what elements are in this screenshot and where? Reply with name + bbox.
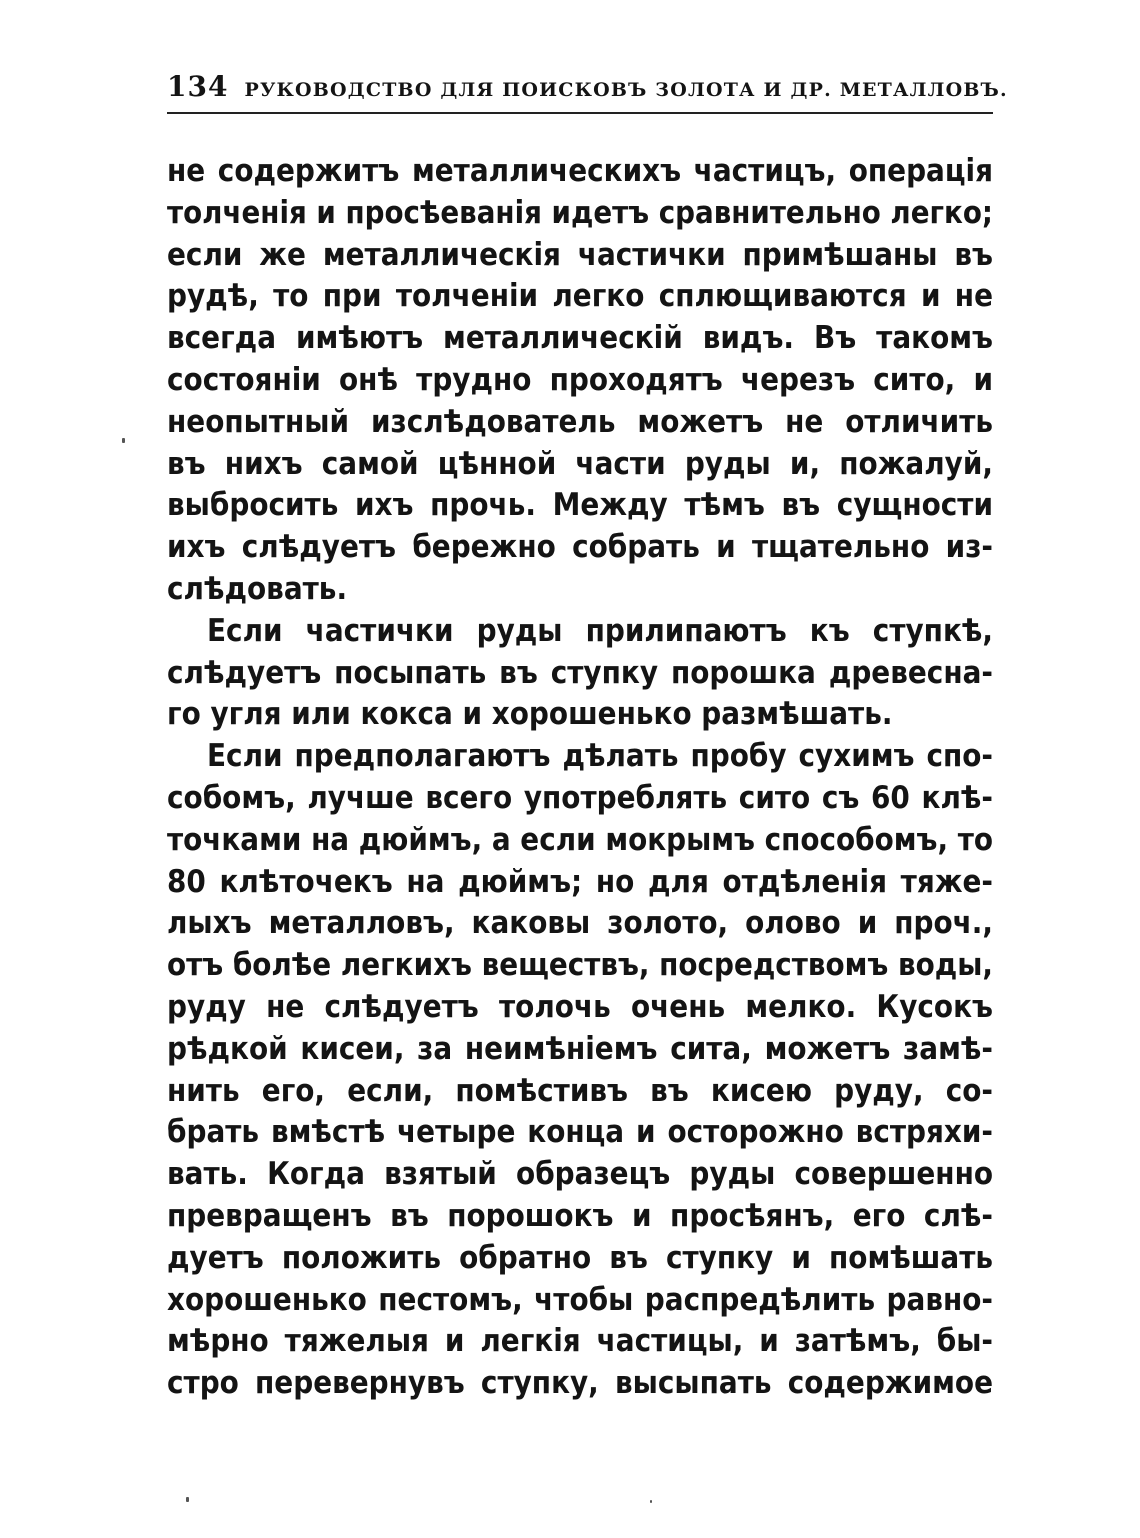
text-line: стро перевернувъ ступку, высыпать содержимое <box>167 1365 993 1402</box>
text-line: нить его, если, помѣстивъ въ кисею руду, со- <box>167 1072 993 1109</box>
print-speck <box>186 1497 189 1502</box>
text-line: лыхъ металловъ, каковы золото, олово и проч., <box>167 905 993 942</box>
print-speck <box>122 438 125 443</box>
text-line: отъ болѣе легкихъ веществъ, посредствомъ воды, <box>167 947 993 984</box>
text-line: точками на дюймъ, а если мокрымъ способомъ, то <box>167 821 994 858</box>
text-line: руду не слѣдуетъ толочь очень мелко. Кусокъ <box>167 988 993 1025</box>
paragraph-start-line: Если предполагаютъ дѣлать пробу сухимъ спо- <box>207 738 993 775</box>
text-line: 80 клѣточекъ на дюймъ; но для отдѣленія тяже- <box>167 863 993 900</box>
text-line: неопытный изслѣдователь можетъ не отличить <box>167 403 993 440</box>
text-line: вать. Когда взятый образецъ руды совершенно <box>167 1156 993 1193</box>
text-line: не содержитъ металлическихъ частицъ, операція <box>167 153 993 189</box>
text-line: мѣрно тяжелыя и легкія частицы, и затѣмъ, бы- <box>167 1323 993 1360</box>
text-line: брать вмѣстѣ четыре конца и осторожно встряхи- <box>167 1114 993 1151</box>
text-line: всегда имѣютъ металлическій видъ. Въ такомъ <box>167 320 993 357</box>
page-number: 134 <box>167 70 229 103</box>
text-line: толченія и просѣеванія идетъ сравнительно легко; <box>167 194 994 231</box>
text-line: дуетъ положить обратно въ ступку и помѣшать <box>167 1239 993 1276</box>
running-title: РУКОВОДСТВО ДЛЯ ПОИСКОВЪ ЗОЛОТА И ДР. МЕТАЛЛОВЪ. <box>244 79 1008 101</box>
text-line: го угля или кокса и хорошенько размѣшать. <box>167 696 893 733</box>
text-line: ихъ слѣдуетъ бережно собрать и тщательно из- <box>167 529 993 566</box>
text-line: рѣдкой кисеи, за неимѣніемъ сита, можетъ замѣ- <box>167 1030 993 1067</box>
text-line: выбросить ихъ прочь. Между тѣмъ въ сущности <box>167 487 993 524</box>
text-line: слѣдуетъ посыпать въ ступку порошка древесна- <box>167 654 993 691</box>
header-rule <box>167 112 993 114</box>
text-line: превращенъ въ порошокъ и просѣянъ, его слѣ- <box>167 1197 993 1234</box>
body-text <box>167 151 993 1405</box>
print-speck <box>650 1500 652 1503</box>
running-head <box>167 70 1008 110</box>
text-line: рудѣ, то при толченіи легко сплющиваются и не <box>167 278 993 315</box>
text-line: слѣдовать. <box>167 570 348 607</box>
text-line: хорошенько пестомъ, чтобы распредѣлить равно- <box>167 1281 993 1318</box>
text-line: состояніи онѣ трудно проходятъ черезъ сито, и <box>167 361 993 398</box>
text-line: въ нихъ самой цѣнной части руды и, пожалуй, <box>167 445 993 482</box>
text-line: если же металлическія частички примѣшаны въ <box>167 236 993 273</box>
paragraph-start-line: Если частички руды прилипаютъ къ ступкѣ, <box>207 612 993 649</box>
text-line: собомъ, лучше всего употреблять сито съ 60 клѣ- <box>167 779 993 816</box>
